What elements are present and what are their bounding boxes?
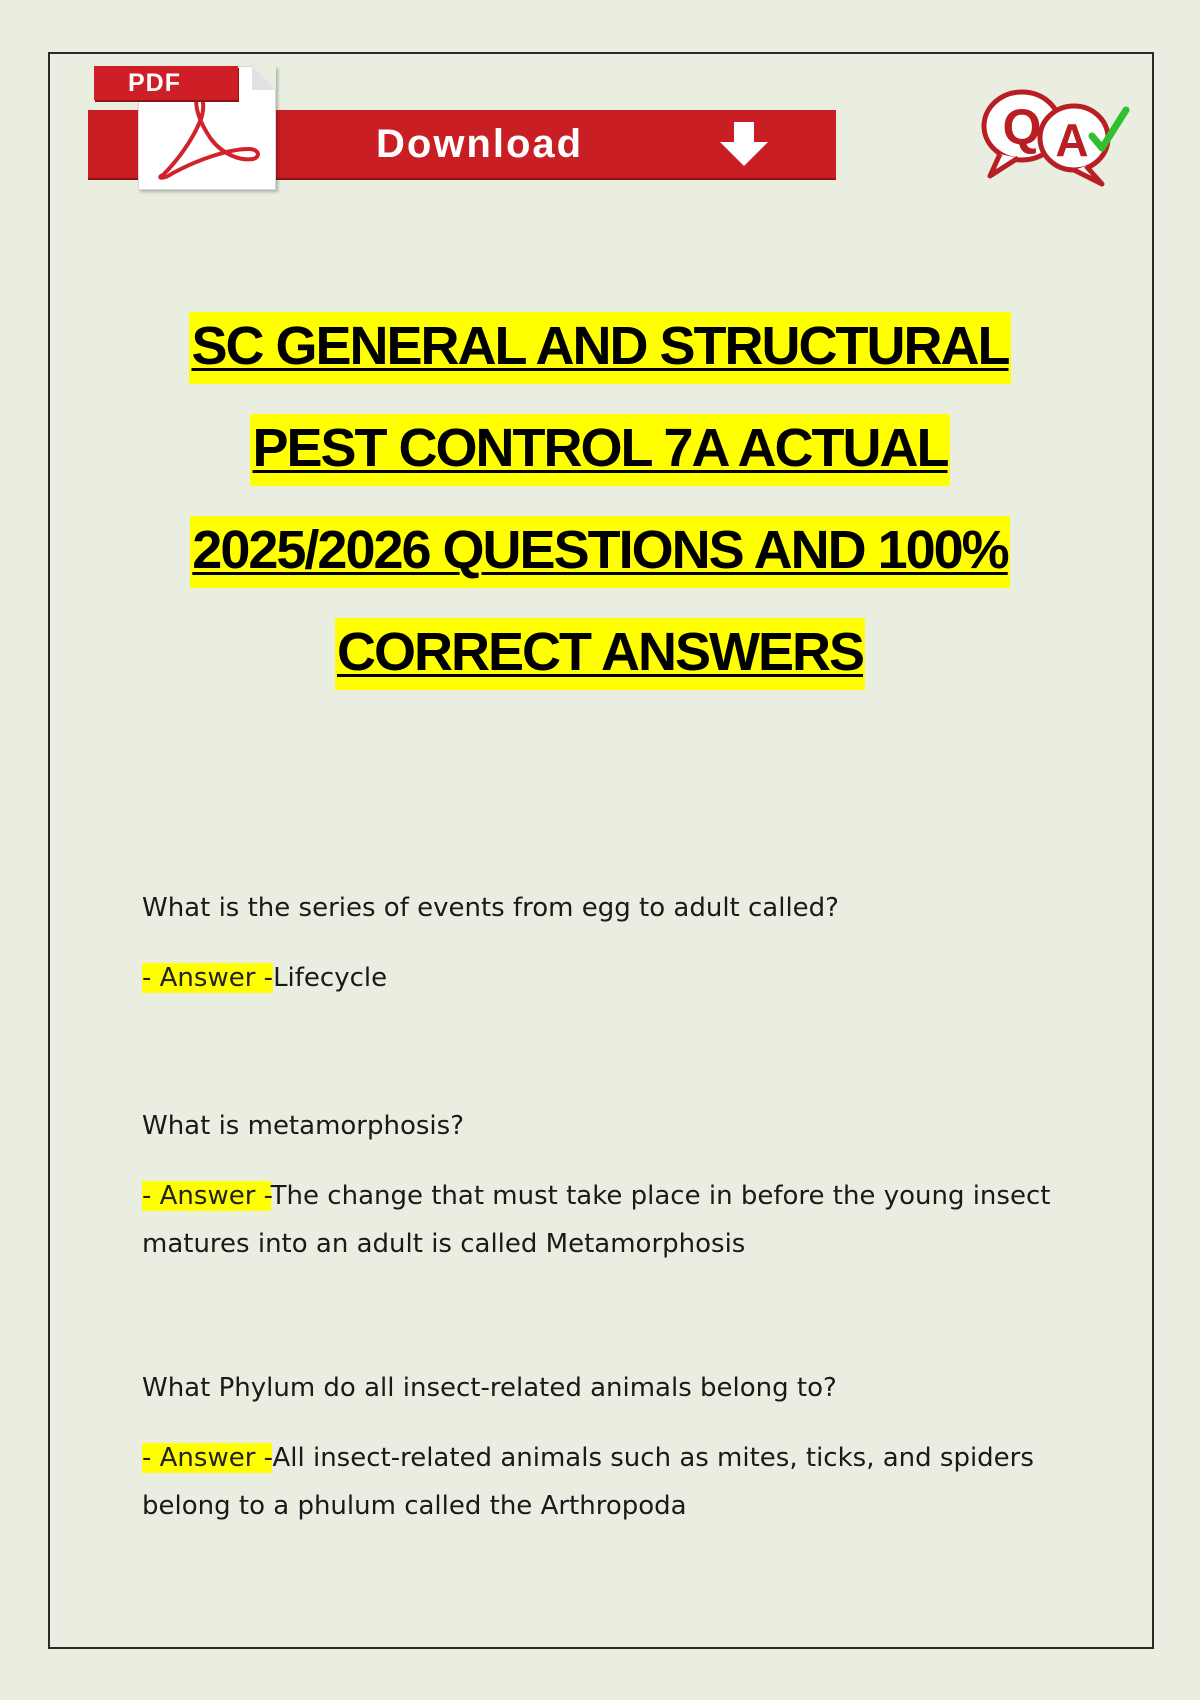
qa-item <box>142 884 1062 1002</box>
download-arrow-icon[interactable] <box>718 122 770 168</box>
title-line-1: SC GENERAL AND STRUCTURAL <box>189 312 1010 384</box>
title-line-2: PEST CONTROL 7A ACTUAL <box>250 414 949 486</box>
answer-body: The change that must take place in before the young insect matures into an adult is called Metamorphosis <box>142 1181 1051 1259</box>
question-text: What Phylum do all insect-related animals belong to? <box>142 1373 837 1403</box>
document-title <box>110 312 1090 720</box>
answer-tag: - Answer - <box>142 963 274 993</box>
pdf-download-banner[interactable] <box>88 64 836 190</box>
answer-text <box>142 1172 1062 1268</box>
answer-tag: - Answer - <box>142 1181 271 1211</box>
pdf-label: PDF <box>94 66 238 100</box>
download-label[interactable]: Download <box>376 122 584 166</box>
title-line-4: CORRECT ANSWERS <box>335 618 865 690</box>
answer-text <box>142 1434 1062 1530</box>
qa-list <box>142 884 1062 1530</box>
qa-item <box>142 1364 1062 1530</box>
qa-a-letter: A <box>1055 114 1089 166</box>
qa-item <box>142 1102 1062 1268</box>
answer-body: Lifecycle <box>273 963 388 993</box>
qa-q-letter: Q <box>1002 99 1042 155</box>
answer-text <box>142 954 1062 1002</box>
question-text: What is the series of events from egg to adult called? <box>142 893 839 923</box>
answer-tag: - Answer - <box>142 1443 273 1473</box>
qa-logo-icon <box>978 84 1138 188</box>
question-text: What is metamorphosis? <box>142 1111 464 1141</box>
answer-body: All insect-related animals such as mites, ticks, and spiders belong to a phulum called the Arthropoda <box>142 1443 1034 1521</box>
title-line-3: 2025/2026 QUESTIONS AND 100% <box>190 516 1009 588</box>
